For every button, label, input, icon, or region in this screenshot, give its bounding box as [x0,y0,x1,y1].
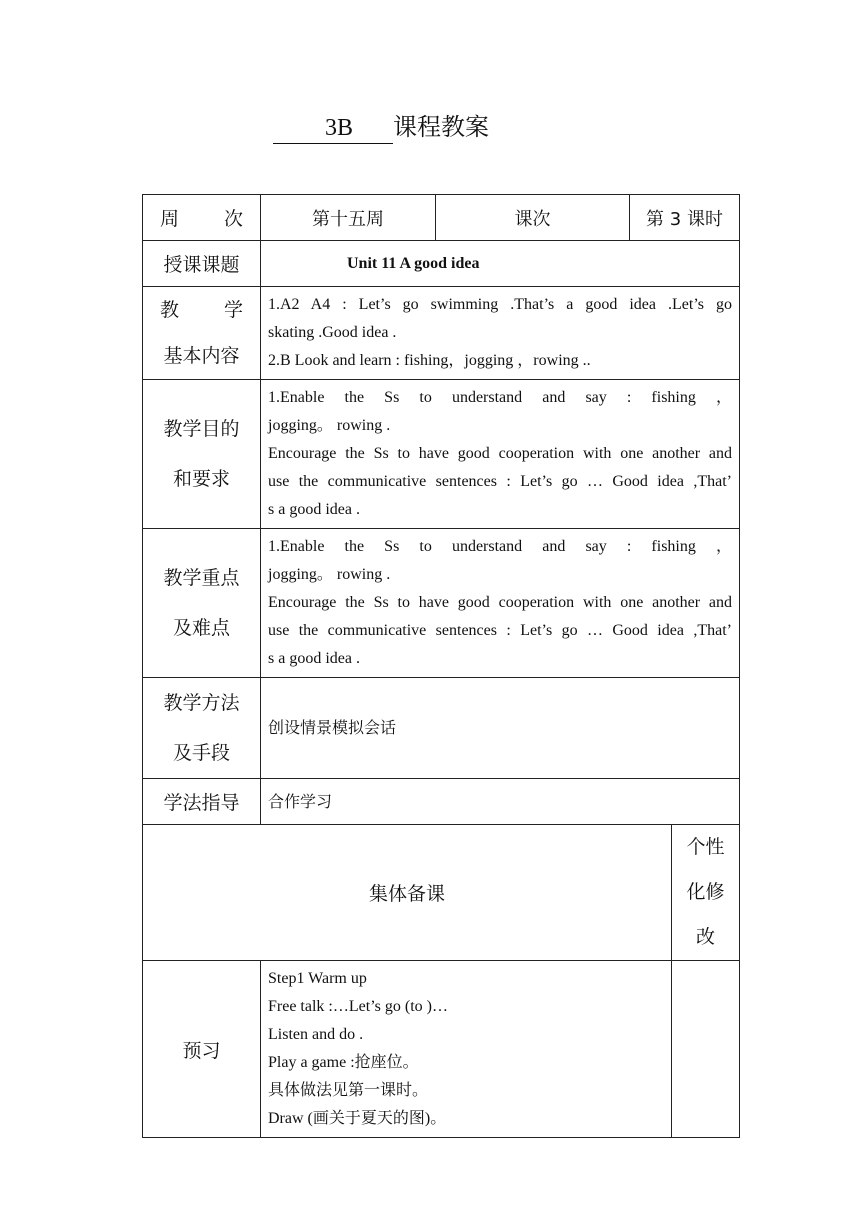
preview-value: Step1 Warm up Free talk :…Let’s go (to )… Listen and do . Play a game :抢座位。 具体做法见第一课时。 Draw (画关于夏天的图)。 [261,961,672,1138]
collective-label: 集体备课 [143,825,672,961]
preview-revision-cell [672,961,740,1138]
lesson-value: 第 3 课时 [630,195,740,241]
guidance-value: 合作学习 [261,779,740,825]
topic-label: 授课课题 [143,241,261,287]
key-points-row [143,529,740,678]
collective-row [143,825,740,961]
guidance-row [143,779,740,825]
guidance-label: 学法指导 [143,779,261,825]
lesson-label: 课次 [436,195,630,241]
content-row [143,287,740,380]
key-points-label: 教学重点 及难点 [143,529,261,678]
objectives-value: 1.Enable the Ss to understand and say : fishing ， jogging。 rowing . Encourage the Ss to have good cooperation with one another and use the communicative sentences : Let’s go … Good idea ,That’ s a good idea . [261,380,740,529]
objectives-label: 教学目的 和要求 [143,380,261,529]
methods-row [143,678,740,779]
content-value: 1.A2 A4 : Let’s go swimming .That’s a good idea .Let’s go skating .Good idea . 2.B Look and learn : fishing，jogging ，rowing .. [261,287,740,380]
topic-value: Unit 11 A good idea [261,241,740,287]
personal-revision-label: 个性 化修 改 [672,825,740,961]
lesson-plan-table [142,194,740,1138]
header-row [143,195,740,241]
preview-label: 预习 [143,961,261,1138]
week-label: 周 次 [143,195,261,241]
key-points-value: 1.Enable the Ss to understand and say : fishing ， jogging。 rowing . Encourage the Ss to have good cooperation with one another and use the communicative sentences : Let’s go … Good idea ,That’ s a good idea . [261,529,740,678]
preview-row [143,961,740,1138]
document-title [273,112,489,144]
week-value: 第十五周 [261,195,436,241]
objectives-row [143,380,740,529]
methods-value: 创设情景模拟会话 [261,678,740,779]
topic-row [143,241,740,287]
methods-label: 教学方法 及手段 [143,678,261,779]
content-label: 教 学 基本内容 [143,287,261,380]
class-code: 3B [273,113,393,144]
title-text: 课程教案 [393,113,489,141]
